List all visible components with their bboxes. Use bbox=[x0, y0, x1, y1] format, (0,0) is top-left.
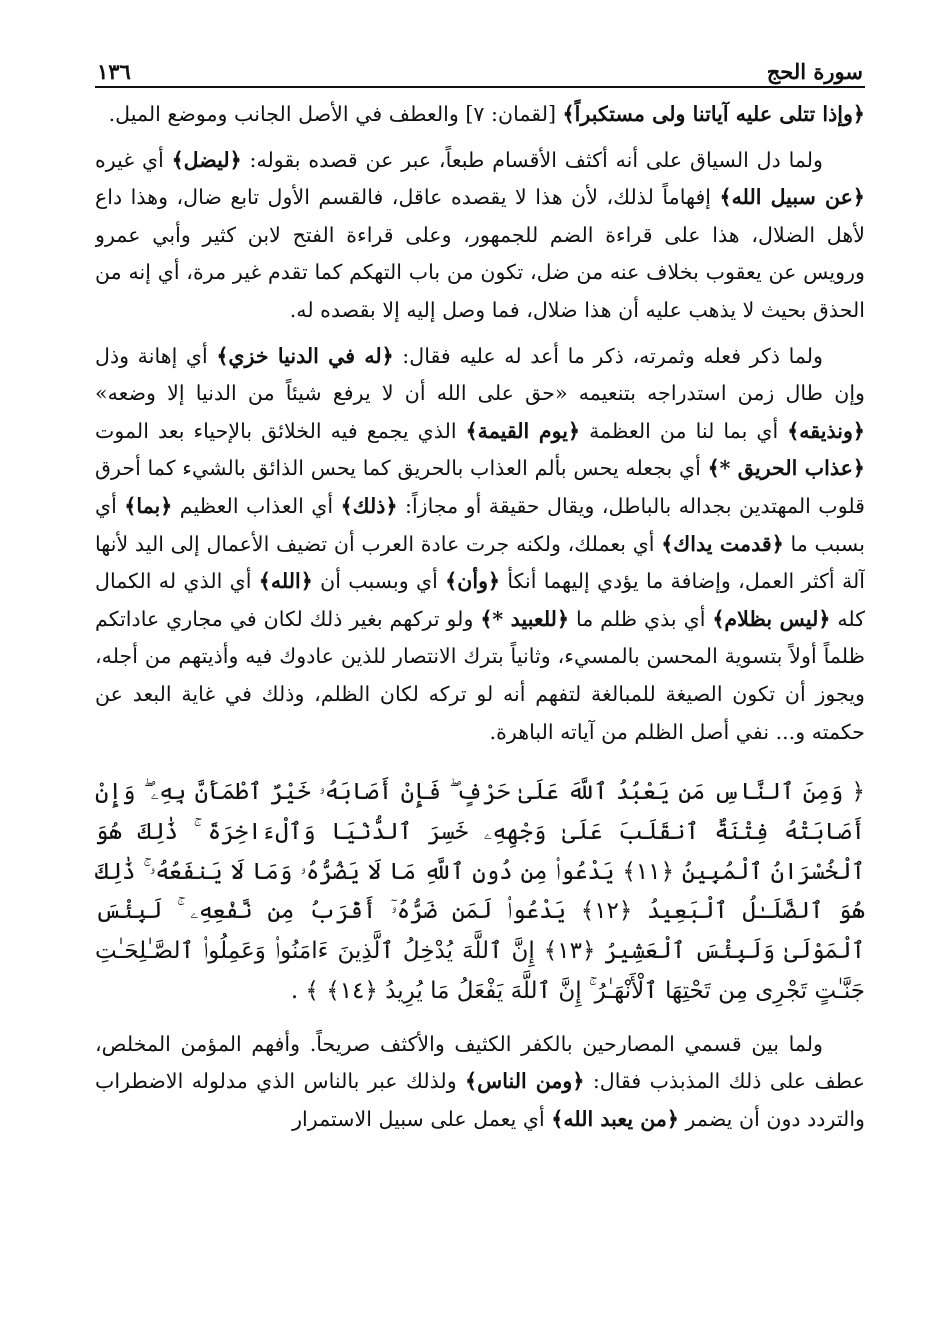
text-segment: أي غيره bbox=[95, 147, 172, 172]
text-segment: ولما دل السياق على أنه أكثف الأقسام طبعاً، عبر عن قصده بقوله: bbox=[241, 147, 823, 172]
closing-paragraph bbox=[95, 1026, 865, 1139]
page-number: ١٣٦ bbox=[97, 59, 131, 84]
text-segment: إفهاماً لذلك، لأن هذا لا يقصده عاقل، فالقسم الأول تابع ضال، وهذا داع لأهل الضلال، هذا على قراءة الضم للجمهور، وعلى قراءة الفتح لابن كثير وأبي عمرو ورويس عن يعقوب بخلاف عنه من ضل، تكون من باب التهكم كما تقدم غير مرة، أي إنه من الحذق بحيث لا يذهب عليه أن هذا ضلال، فما وصل إليه إلا بقصده له. bbox=[95, 185, 865, 322]
page-header bbox=[95, 48, 865, 88]
quran-quote: ﴿ومن الناس﴾ bbox=[465, 1069, 585, 1094]
page-body bbox=[95, 88, 865, 1139]
text-segment: ولذلك عبر بالناس الذي مدلوله الاضطراب والتردد دون أن يضمر bbox=[95, 1069, 865, 1132]
paragraph-1 bbox=[95, 96, 865, 134]
text-segment: أي بعملك، ولكنه جرت عادة العرب أن تضيف الأعمال إلى اليد لأنها آلة أكثر العمل، وإضافة ما يؤدي إليهما أنكأ bbox=[95, 531, 865, 594]
quran-quote: ﴿ليضل﴾ bbox=[171, 147, 242, 172]
text-segment: ولما ذكر فعله وثمرته، ذكر ما أعد له عليه فقال: bbox=[393, 343, 823, 368]
quran-quote: ﴿له في الدنيا خزي﴾ bbox=[216, 343, 394, 368]
quran-quote: ﴿الله﴾ bbox=[258, 569, 313, 594]
quran-quote: ﴿يوم القيمة﴾ bbox=[465, 418, 581, 443]
paragraph-2 bbox=[95, 142, 865, 330]
quran-quote: ﴿ليس بظلام﴾ bbox=[712, 606, 831, 631]
surah-title: سورة الحج bbox=[766, 59, 863, 84]
text-segment: الذي يجمع فيه الخلائق بالإحياء بعد الموت bbox=[95, 418, 466, 443]
text-segment: أي وبسبب أن bbox=[312, 569, 446, 594]
text-segment: أي الذي له الكمال كله bbox=[95, 569, 865, 631]
quran-quote: ﴿وأن﴾ bbox=[445, 569, 501, 594]
quran-quote: ﴿ونذيقه﴾ bbox=[787, 418, 865, 443]
quran-verses-block: ﴿ وَمِنَ ٱلنَّاسِ مَن يَعْبُدُ ٱللَّهَ عَلَىٰ حَرْفٍ ۖ فَإِنْ أَصَابَهُۥ خَيْرٌ ٱطْمَأَنَّ بِهِۦ ۖ وَإِنْ أَصَابَتْهُ فِتْنَةٌ ٱنقَلَبَ عَلَىٰ وَجْهِهِۦ خَسِرَ ٱلدُّنْيَا وَٱلْءَاخِرَةَ ۚ ذَٰلِكَ هُوَ ٱلْخُسْرَانُ ٱلْمُبِينُ ﴿١١﴾ يَدْعُوا۟ مِن دُونِ ٱللَّهِ مَا لَا يَضُرُّهُۥ وَمَا لَا يَنفَعُهُۥ ۚ ذَٰلِكَ هُوَ ٱلضَّلَـٰلُ ٱلْبَعِيدُ ﴿١٢﴾ يَدْعُوا۟ لَمَن ضَرُّهُۥٓ أَقْرَبُ مِن نَّفْعِهِۦ ۚ لَبِئْسَ ٱلْمَوْلَىٰ وَلَبِئْسَ ٱلْعَشِيرُ ﴿١٣﴾ إِنَّ ٱللَّهَ يُدْخِلُ ٱلَّذِينَ ءَامَنُوا۟ وَعَمِلُوا۟ ٱلصَّـٰلِحَـٰتِ جَنَّـٰتٍ تَجْرِى مِن تَحْتِهَا ٱلْأَنْهَـٰرُ ۚ إِنَّ ٱللَّهَ يَفْعَلُ مَا يُرِيدُ ﴿١٤﴾ ﴾ . bbox=[95, 779, 865, 1005]
quran-quote: ﴿عن سبيل الله﴾ bbox=[719, 185, 865, 210]
quran-quote: ﴿بما﴾ bbox=[124, 493, 173, 518]
text-segment: أي بما لنا من العظمة bbox=[580, 418, 788, 443]
text-segment: [لقمان: ٧] والعطف في الأصل الجانب وموضع الميل. bbox=[108, 102, 563, 126]
text-segment: أي بسبب ما bbox=[95, 493, 865, 556]
text-segment: أي يعمل على سبيل الاستمرار bbox=[292, 1107, 552, 1132]
quran-quote: ﴿للعبيد *﴾ bbox=[480, 606, 570, 631]
text-segment: ولما بين قسمي المصارحين بالكفر الكثيف والأكثف صريحاً. وأفهم المؤمن المخلص، عطف على ذلك المذبذب فقال: bbox=[95, 1031, 865, 1094]
quran-quote: ﴿من يعبد الله﴾ bbox=[551, 1107, 679, 1132]
text-segment: أي بذي ظلم ما bbox=[569, 606, 713, 631]
quran-quote: ﴿ذلك﴾ bbox=[340, 493, 398, 518]
paragraph-3 bbox=[95, 338, 865, 752]
quran-quote: ﴿عذاب الحريق *﴾ bbox=[707, 456, 865, 481]
quran-quote: ﴿وإذا تتلى عليه آياتنا ولى مستكبراً﴾ bbox=[562, 102, 865, 126]
quran-quote: ﴿قدمت يداك﴾ bbox=[661, 531, 784, 556]
text-segment: أي إهانة وذل وإن طال زمن استدراجه بتنعيمه «حق على الله أن لا يرفع شيئاً من الدنيا إلا وضعه» bbox=[95, 343, 865, 406]
page bbox=[95, 48, 865, 1318]
text-segment: أي العذاب العظيم bbox=[172, 493, 341, 518]
text-segment: أي بجعله يحس بألم العذاب بالحريق كما يحس الذائق بالشيء كما أحرق قلوب المهتدين بجداله بالباطل، ويقال حقيقة أو مجازاً: bbox=[95, 456, 865, 518]
text-segment: ولو تركهم بغير ذلك لكان في مجاري عاداتكم ظلماً أولاً بتسوية المحسن بالمسيء، وثانياً بترك الانتصار للذين عادوك فيه وأذيتهم من أجله، ويجوز أن تكون الصيغة للمبالغة لتفهم أنه لو تركه لكان الظلم، وذلك في غاية البعد عن حكمته و... نفي أصل الظلم من آياته الباهرة. bbox=[95, 606, 865, 744]
